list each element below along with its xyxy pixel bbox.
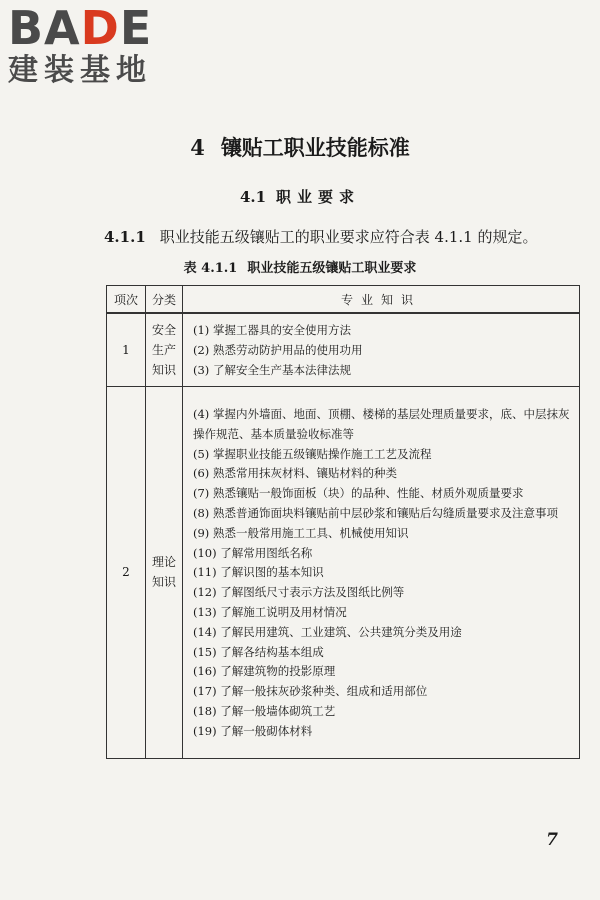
clause-number: 4.1.1 (104, 228, 146, 246)
logo-wordmark (8, 1, 178, 55)
knowledge-item: (6) 熟悉常用抹灰材料、镶贴材料的种类 (193, 466, 397, 481)
knowledge-item: (3) 了解安全生产基本法律法规 (193, 363, 351, 377)
page-number: 7 (546, 830, 558, 850)
chapter-number: 4 (190, 135, 205, 160)
table-row (107, 387, 580, 759)
knowledge-item: (16) 了解建筑物的投影原理 (193, 664, 336, 679)
knowledge-item: (13) 了解施工说明及用材情况 (193, 604, 347, 619)
table-header-row (107, 286, 580, 314)
chapter-title (0, 132, 600, 162)
section-title (0, 186, 600, 207)
knowledge-item: (5) 掌握职业技能五级镶贴操作施工工艺及流程 (193, 446, 432, 461)
logo-subtitle: 建装基地 (8, 53, 152, 88)
knowledge-item: (8) 熟悉普通饰面块料镶贴前中层砂浆和镶贴后勾缝质量要求及注意事项 (193, 505, 558, 520)
publisher-logo (8, 1, 178, 88)
table-row (107, 313, 580, 387)
logo-word-accent: D (80, 1, 120, 55)
knowledge-item: (4) 掌握内外墙面、地面、顶棚、楼梯的基层处理质量要求，底、中层抹灰操作规范、基本质量验收标准等 (193, 407, 570, 441)
header-category: 分类 (146, 286, 183, 314)
knowledge-item: (14) 了解民用建筑、工业建筑、公共建筑分类及用途 (193, 624, 462, 639)
table-caption-number: 表 4.1.1 (183, 261, 238, 276)
row-knowledge (183, 313, 580, 387)
knowledge-item: (9) 熟悉一般常用施工工具、机械使用知识 (193, 525, 409, 540)
clause-text: 职业技能五级镶贴工的职业要求应符合表 4.1.1 的规定。 (159, 228, 538, 246)
clause-paragraph (104, 226, 537, 247)
knowledge-item: (2) 熟悉劳动防护用品的使用功用 (193, 343, 363, 357)
table-caption (0, 257, 600, 276)
header-no: 项次 (107, 286, 146, 314)
header-knowledge-text: 专业知识 (340, 292, 421, 307)
section-number: 4.1 (239, 188, 267, 206)
logo-word-part2: E (119, 1, 153, 55)
knowledge-item: (19) 了解一般砌体材料 (193, 723, 313, 738)
section-title-text: 职业要求 (276, 188, 361, 206)
knowledge-item: (11) 了解识图的基本知识 (193, 565, 324, 580)
logo-word-part1: BA (8, 1, 81, 55)
chapter-title-text: 镶贴工职业技能标准 (220, 135, 410, 160)
row-category: 理论知识 (146, 387, 183, 759)
row-category: 安全生产知识 (146, 313, 183, 387)
knowledge-item: (17) 了解一般抹灰砂浆种类、组成和适用部位 (193, 684, 428, 699)
header-knowledge (183, 286, 580, 314)
knowledge-item: (12) 了解图纸尺寸表示方法及图纸比例等 (193, 585, 405, 600)
knowledge-item: (18) 了解一般墙体砌筑工艺 (193, 703, 336, 718)
row-number: 2 (107, 387, 146, 759)
requirements-table (106, 285, 580, 759)
row-number: 1 (107, 313, 146, 387)
knowledge-item: (10) 了解常用图纸名称 (193, 545, 313, 560)
knowledge-item: (7) 熟悉镶贴一般饰面板（块）的品种、性能、材质外观质量要求 (193, 486, 524, 501)
knowledge-item: (1) 掌握工器具的安全使用方法 (193, 323, 351, 337)
knowledge-item: (15) 了解各结构基本组成 (193, 644, 324, 659)
table-caption-title: 职业技能五级镶贴工职业要求 (247, 261, 417, 276)
row-knowledge (183, 387, 580, 759)
